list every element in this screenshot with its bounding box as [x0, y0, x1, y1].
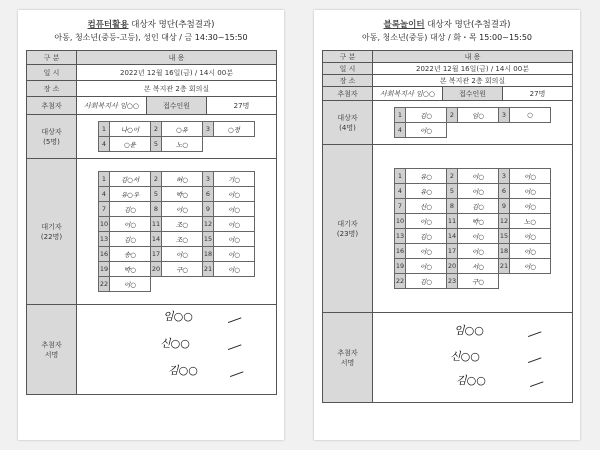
entry-number: 1 — [99, 172, 110, 187]
entry-name: 이○ — [214, 247, 255, 262]
waiting-cell — [373, 145, 573, 313]
doc-title — [18, 18, 284, 30]
value-applicants: 27명 — [503, 87, 573, 101]
entry-number: 6 — [499, 184, 510, 199]
entry-name: 유○우 — [110, 187, 151, 202]
label-signer: 추첨자 서명 — [27, 305, 77, 395]
signature-2: 신○○ — [450, 350, 480, 363]
label-selected: 대상자 (5명) — [27, 115, 77, 159]
grid-row — [99, 137, 255, 152]
entry-number: 17 — [447, 244, 458, 259]
entry-number: 3 — [499, 169, 510, 184]
entry-name: 이○ — [406, 123, 447, 138]
entry-name: 나○이 — [110, 122, 151, 137]
entry-number: 7 — [395, 199, 406, 214]
selected-cell — [77, 115, 277, 159]
entry-name: 이○ — [510, 229, 551, 244]
entry-name: 김○ — [458, 199, 499, 214]
signature-1: 임○○ — [163, 310, 193, 323]
label-waiting: 대기자 (22명) — [27, 159, 77, 305]
entry-number: 12 — [499, 214, 510, 229]
value-datetime: 2022년 12월 16일(금) / 14시 00분 — [77, 65, 277, 81]
entry-name: ○ — [510, 108, 551, 123]
grid-row — [395, 244, 551, 259]
entry-name: 조○ — [162, 217, 203, 232]
doc-subtitle: 아동, 청소년(중등-고등), 성인 대상 / 금 14:30~15:50 — [54, 33, 248, 42]
entry-number: 5 — [447, 184, 458, 199]
grid-row — [395, 199, 551, 214]
entry-number: 16 — [99, 247, 110, 262]
entry-number: 9 — [203, 202, 214, 217]
entry-number: 19 — [99, 262, 110, 277]
entry-number: 4 — [99, 187, 110, 202]
entry-number: 22 — [395, 274, 406, 289]
entry-number: 5 — [151, 187, 162, 202]
entry-name: 이○ — [510, 169, 551, 184]
grid-row — [99, 232, 255, 247]
label-signer: 추첨자 서명 — [323, 313, 373, 403]
grid-row — [99, 217, 255, 232]
grid-row — [395, 108, 551, 123]
entry-name: 이○ — [162, 202, 203, 217]
entry-name: 이○ — [510, 199, 551, 214]
label-selected: 대상자 (4명) — [323, 101, 373, 145]
label-datetime: 일 시 — [323, 63, 373, 75]
entry-name: 박○ — [458, 214, 499, 229]
label-place: 장 소 — [27, 81, 77, 97]
title-program: 컴퓨터활용 — [87, 20, 129, 30]
entry-number: 15 — [499, 229, 510, 244]
header-content: 내 용 — [373, 51, 573, 63]
entry-name — [214, 277, 255, 292]
entry-number: 2 — [151, 122, 162, 137]
grid-row — [395, 259, 551, 274]
entry-number: 10 — [395, 214, 406, 229]
value-drawer: 사회복지사 임○○ — [77, 97, 147, 115]
entry-number: 18 — [203, 247, 214, 262]
grid-row — [99, 247, 255, 262]
entry-number: 16 — [395, 244, 406, 259]
doc-subtitle: 아동, 청소년(중등) 대상 / 화・목 15:00~15:50 — [361, 33, 532, 42]
entry-number: 1 — [99, 122, 110, 137]
entry-number: 2 — [447, 169, 458, 184]
label-drawer: 추첨자 — [323, 87, 373, 101]
entry-number: 11 — [151, 217, 162, 232]
signature-3: 김○○ — [168, 364, 198, 377]
entry-number — [499, 274, 510, 289]
entry-name: ○윤 — [110, 137, 151, 152]
grid-row — [99, 187, 255, 202]
entry-name: 신○ — [406, 199, 447, 214]
entry-name: 이○ — [510, 259, 551, 274]
grid-row — [395, 274, 551, 289]
entry-number: 20 — [447, 259, 458, 274]
entry-number: 20 — [151, 262, 162, 277]
entry-name: 김○서 — [110, 172, 151, 187]
entry-number: 6 — [203, 187, 214, 202]
label-applicants: 접수인원 — [147, 97, 207, 115]
label-applicants: 접수인원 — [443, 87, 503, 101]
entry-name: 노○ — [162, 137, 203, 152]
entry-name: 이○ — [510, 184, 551, 199]
entry-name: 이○ — [406, 244, 447, 259]
entry-name: 김○ — [406, 274, 447, 289]
value-drawer: 사회복지사 임○○ — [373, 87, 443, 101]
grid-row — [395, 184, 551, 199]
grid-row — [99, 122, 255, 137]
entry-number: 23 — [447, 274, 458, 289]
entry-number: 4 — [99, 137, 110, 152]
entry-name: 이○ — [406, 214, 447, 229]
entry-name: 이○ — [406, 259, 447, 274]
entry-name: 이○ — [458, 184, 499, 199]
header-content: 내 용 — [77, 51, 277, 65]
entry-name: ○정 — [214, 122, 255, 137]
entry-name — [510, 274, 551, 289]
entry-number: 21 — [499, 259, 510, 274]
entry-name: 임○ — [458, 108, 499, 123]
entry-number — [499, 123, 510, 138]
entry-name: 송○ — [110, 247, 151, 262]
entry-name: 박○ — [110, 262, 151, 277]
grid-row — [395, 229, 551, 244]
label-place: 장 소 — [323, 75, 373, 87]
sheet-computer-class — [18, 10, 284, 440]
entry-number: 13 — [395, 229, 406, 244]
grid-row — [99, 202, 255, 217]
entry-number: 14 — [447, 229, 458, 244]
entry-number: 7 — [99, 202, 110, 217]
entry-number: 3 — [499, 108, 510, 123]
entry-number: 3 — [203, 172, 214, 187]
label-waiting: 대기자 (23명) — [323, 145, 373, 313]
entry-number: 21 — [203, 262, 214, 277]
entry-name: 이○ — [214, 232, 255, 247]
entry-number: 10 — [99, 217, 110, 232]
value-datetime: 2022년 12월 16일(금) / 14시 00분 — [373, 63, 573, 75]
value-place: 본 복지관 2층 회의실 — [77, 81, 277, 97]
entry-number: 3 — [203, 122, 214, 137]
signature-2: 신○○ — [160, 337, 190, 350]
entry-number: 8 — [151, 202, 162, 217]
entry-number: 22 — [99, 277, 110, 292]
grid-row — [395, 123, 551, 138]
entry-number — [203, 137, 214, 152]
grid-row — [99, 277, 255, 292]
entry-name: 구○ — [458, 274, 499, 289]
entry-number: 1 — [395, 169, 406, 184]
value-applicants: 27명 — [207, 97, 277, 115]
grid-row — [395, 169, 551, 184]
entry-number: 9 — [499, 199, 510, 214]
entry-name: ○유 — [162, 122, 203, 137]
grid-row — [99, 172, 255, 187]
label-drawer: 추첨자 — [27, 97, 77, 115]
entry-number: 12 — [203, 217, 214, 232]
entry-name: 김○ — [406, 108, 447, 123]
entry-number: 4 — [395, 123, 406, 138]
entry-number: 5 — [151, 137, 162, 152]
entry-name: 구○ — [162, 262, 203, 277]
entry-name: 서○ — [458, 259, 499, 274]
waiting-grid — [98, 171, 255, 292]
entry-name — [214, 137, 255, 152]
grid-row — [99, 262, 255, 277]
entry-name: 이○ — [162, 247, 203, 262]
entry-name: 이○ — [110, 277, 151, 292]
entry-name: 이○ — [110, 217, 151, 232]
entry-number: 13 — [99, 232, 110, 247]
entry-number: 2 — [151, 172, 162, 187]
entry-name: 유○ — [406, 184, 447, 199]
waiting-cell — [77, 159, 277, 305]
entry-name: 이○ — [214, 202, 255, 217]
entry-name: 이○ — [458, 244, 499, 259]
selected-grid — [98, 121, 255, 152]
entry-name: 김○ — [406, 229, 447, 244]
entry-number — [447, 123, 458, 138]
signature-1: 임○○ — [454, 324, 484, 337]
entry-number: 14 — [151, 232, 162, 247]
entry-number: 4 — [395, 184, 406, 199]
entry-name: 이○ — [214, 187, 255, 202]
entry-name: 유○ — [406, 169, 447, 184]
entry-number — [203, 277, 214, 292]
entry-name: 김○ — [110, 202, 151, 217]
title-rest: 대상자 명단(추첨결과) — [128, 20, 215, 30]
entry-number: 2 — [447, 108, 458, 123]
entry-name: 이○ — [458, 229, 499, 244]
entry-number: 1 — [395, 108, 406, 123]
entry-number — [151, 277, 162, 292]
grid-row — [395, 214, 551, 229]
entry-name: 김○ — [110, 232, 151, 247]
entry-name: 허○ — [162, 172, 203, 187]
label-datetime: 일 시 — [27, 65, 77, 81]
title-program: 블록놀이터 — [383, 20, 425, 30]
waiting-grid — [394, 168, 551, 289]
header-category: 구 분 — [27, 51, 77, 65]
entry-number: 19 — [395, 259, 406, 274]
entry-name — [162, 277, 203, 292]
entry-name — [510, 123, 551, 138]
entry-number: 8 — [447, 199, 458, 214]
sheet-block-play — [314, 10, 580, 440]
value-place: 본 복지관 2층 회의실 — [373, 75, 573, 87]
header-category: 구 분 — [323, 51, 373, 63]
doc-title — [314, 18, 580, 30]
entry-number: 18 — [499, 244, 510, 259]
entry-name: 이○ — [214, 262, 255, 277]
entry-name: 조○ — [162, 232, 203, 247]
entry-number: 11 — [447, 214, 458, 229]
entry-name: 이○ — [214, 217, 255, 232]
entry-name: 이○ — [458, 169, 499, 184]
title-rest: 대상자 명단(추첨결과) — [424, 20, 511, 30]
entry-number: 17 — [151, 247, 162, 262]
entry-name — [458, 123, 499, 138]
entry-name: 박○ — [162, 187, 203, 202]
entry-name: 이○ — [510, 244, 551, 259]
entry-name: 기○ — [214, 172, 255, 187]
signature-3: 김○○ — [456, 374, 486, 387]
selected-grid — [394, 107, 551, 138]
selected-cell — [373, 101, 573, 145]
entry-name: 노○ — [510, 214, 551, 229]
entry-number: 15 — [203, 232, 214, 247]
